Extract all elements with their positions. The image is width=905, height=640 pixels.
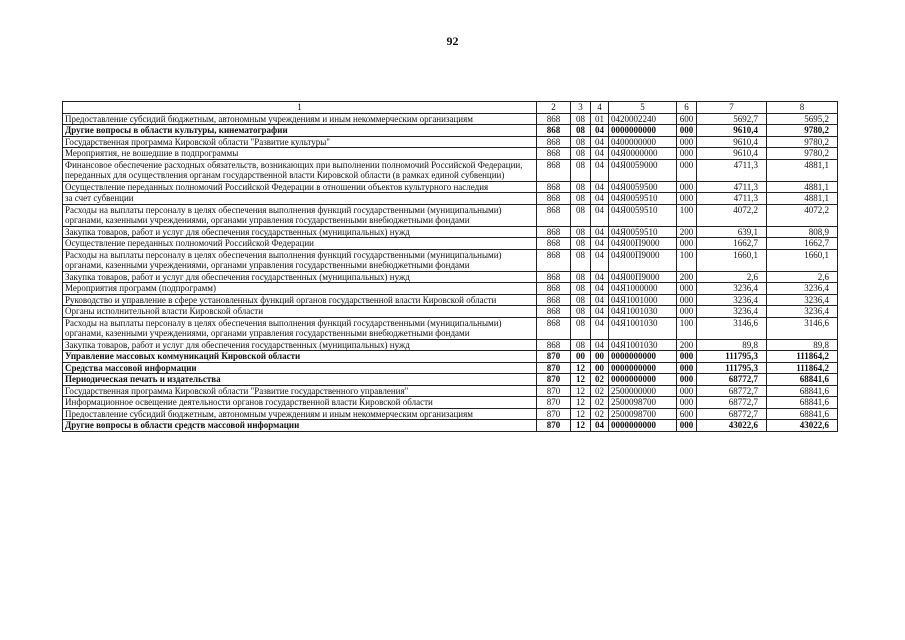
cell-ved: 870 [537,374,571,386]
cell-ved: 868 [537,193,571,205]
cell-sum-2020: 9610,4 [697,125,767,137]
header-cell-sum-2021: 8 [767,102,838,114]
cell-razdel: 08 [571,238,591,250]
header-cell-sum-2020: 7 [697,102,767,114]
cell-ved: 868 [537,283,571,295]
table-row [63,204,838,226]
cell-vr: 000 [677,283,697,295]
cell-podrazdel: 00 [591,362,609,374]
cell-name: Предоставление субсидий бюджетным, автономным учреждениям и иным некоммерческим организациям [63,113,537,125]
cell-razdel: 08 [571,226,591,238]
cell-ved: 870 [537,362,571,374]
cell-sum-2021: 4881,1 [767,159,838,181]
cell-name: Государственная программа Кировской области "Развитие государственного управления" [63,385,537,397]
cell-podrazdel: 04 [591,204,609,226]
cell-vr: 200 [677,226,697,238]
cell-name: за счет субвенции [63,193,537,205]
cell-sum-2021: 4881,1 [767,181,838,193]
cell-sum-2020: 3236,4 [697,306,767,318]
cell-name: Периодическая печать и издательства [63,374,537,386]
cell-podrazdel: 04 [591,317,609,339]
cell-name: Государственная программа Кировской области "Развитие культуры" [63,136,537,148]
cell-razdel: 08 [571,181,591,193]
cell-razdel: 00 [571,351,591,363]
cell-vr: 000 [677,148,697,160]
cell-podrazdel: 04 [591,271,609,283]
cell-sum-2020: 639,1 [697,226,767,238]
cell-csr: 04Я0000000 [609,148,677,160]
cell-sum-2020: 111795,3 [697,351,767,363]
cell-razdel: 08 [571,148,591,160]
cell-razdel: 08 [571,306,591,318]
cell-podrazdel: 04 [591,306,609,318]
cell-csr: 0000000000 [609,362,677,374]
cell-ved: 868 [537,204,571,226]
cell-csr: 04Я00П9000 [609,238,677,250]
cell-name: Мероприятия программ (подпрограмм) [63,283,537,295]
cell-sum-2021: 3236,4 [767,294,838,306]
cell-podrazdel: 04 [591,125,609,137]
cell-razdel: 08 [571,113,591,125]
cell-vr: 000 [677,238,697,250]
cell-ved: 870 [537,408,571,420]
cell-name: Расходы на выплаты персоналу в целях обеспечения выполнения функций государственными (муниципальными) органами, казенными учреждениями, органами управления государственными внебюджетными фондами [63,317,537,339]
cell-sum-2020: 68772,7 [697,408,767,420]
cell-csr: 0400000000 [609,136,677,148]
table-row [63,317,838,339]
cell-podrazdel: 04 [591,283,609,295]
cell-ved: 868 [537,226,571,238]
cell-ved: 870 [537,420,571,432]
cell-sum-2021: 4072,2 [767,204,838,226]
table-row [63,420,838,432]
cell-csr: 0000000000 [609,420,677,432]
cell-csr: 0420002240 [609,113,677,125]
cell-csr: 04Я1000000 [609,283,677,295]
cell-razdel: 08 [571,283,591,295]
cell-sum-2021: 3146,6 [767,317,838,339]
cell-ved: 868 [537,294,571,306]
cell-sum-2021: 5695,2 [767,113,838,125]
cell-sum-2021: 4881,1 [767,193,838,205]
cell-podrazdel: 04 [591,339,609,351]
cell-vr: 000 [677,397,697,409]
cell-csr: 2500098700 [609,408,677,420]
cell-sum-2021: 808,9 [767,226,838,238]
cell-podrazdel: 04 [591,136,609,148]
cell-sum-2020: 68772,7 [697,374,767,386]
cell-sum-2021: 68841,6 [767,408,838,420]
cell-vr: 000 [677,125,697,137]
cell-vr: 000 [677,362,697,374]
cell-name: Финансовое обеспечение расходных обязательств, возникающих при выполнении полномочий Российской Федерации, переданных для осуществления органам государственной власти Кировской области (в рамках единой субвенции) [63,159,537,181]
cell-csr: 04Я1001030 [609,306,677,318]
cell-razdel: 08 [571,125,591,137]
cell-razdel: 12 [571,420,591,432]
cell-name: Информационное освещение деятельности органов государственной власти Кировской области [63,397,537,409]
table-row [63,238,838,250]
cell-csr: 04Я0059510 [609,226,677,238]
cell-csr: 2500098700 [609,397,677,409]
cell-vr: 000 [677,181,697,193]
cell-vr: 000 [677,420,697,432]
table-row [63,249,838,271]
cell-sum-2020: 3236,4 [697,283,767,295]
cell-sum-2021: 1662,7 [767,238,838,250]
cell-vr: 100 [677,204,697,226]
cell-sum-2021: 2,6 [767,271,838,283]
cell-csr: 04Я00П9000 [609,249,677,271]
cell-podrazdel: 04 [591,249,609,271]
cell-sum-2020: 4711,3 [697,181,767,193]
cell-sum-2021: 111864,2 [767,351,838,363]
cell-vr: 000 [677,351,697,363]
cell-sum-2021: 89,8 [767,339,838,351]
table-row [63,339,838,351]
cell-podrazdel: 04 [591,238,609,250]
cell-ved: 868 [537,159,571,181]
cell-razdel: 08 [571,271,591,283]
cell-sum-2020: 68772,7 [697,385,767,397]
table-row [63,294,838,306]
header-cell-razdel: 3 [571,102,591,114]
cell-sum-2020: 4711,3 [697,159,767,181]
cell-razdel: 08 [571,339,591,351]
cell-vr: 000 [677,294,697,306]
cell-podrazdel: 04 [591,294,609,306]
table-row [63,113,838,125]
cell-sum-2020: 3146,6 [697,317,767,339]
cell-razdel: 08 [571,249,591,271]
cell-name: Руководство и управление в сфере установленных функций органов государственной власти Кировской области [63,294,537,306]
cell-razdel: 12 [571,397,591,409]
cell-sum-2021: 3236,4 [767,306,838,318]
table-row [63,374,838,386]
cell-podrazdel: 01 [591,113,609,125]
table-row [63,351,838,363]
cell-sum-2020: 9610,4 [697,136,767,148]
cell-vr: 000 [677,193,697,205]
page-number: 92 [446,34,459,48]
cell-csr: 04Я1001030 [609,317,677,339]
cell-csr: 0000000000 [609,374,677,386]
cell-vr: 100 [677,317,697,339]
cell-name: Закупка товаров, работ и услуг для обеспечения государственных (муниципальных) нужд [63,339,537,351]
cell-razdel: 08 [571,317,591,339]
table-row [63,148,838,160]
cell-csr: 04Я0059000 [609,159,677,181]
cell-podrazdel: 04 [591,226,609,238]
cell-csr: 04Я0059500 [609,181,677,193]
cell-csr: 04Я0059510 [609,193,677,205]
cell-sum-2020: 1660,1 [697,249,767,271]
cell-ved: 868 [537,306,571,318]
cell-ved: 870 [537,385,571,397]
cell-sum-2021: 111864,2 [767,362,838,374]
cell-sum-2021: 68841,6 [767,385,838,397]
cell-name: Расходы на выплаты персоналу в целях обеспечения выполнения функций государственными (муниципальными) органами, казенными учреждениями, органами управления государственными внебюджетными фондами [63,249,537,271]
cell-sum-2021: 9780,2 [767,136,838,148]
cell-name: Другие вопросы в области культуры, кинематографии [63,125,537,137]
cell-podrazdel: 02 [591,408,609,420]
table-row [63,306,838,318]
cell-sum-2020: 4711,3 [697,193,767,205]
cell-podrazdel: 02 [591,397,609,409]
cell-sum-2021: 68841,6 [767,374,838,386]
cell-name: Мероприятия, не вошедшие в подпрограммы [63,148,537,160]
table-body [63,113,838,431]
table-row [63,159,838,181]
cell-name: Другие вопросы в области средств массовой информации [63,420,537,432]
table-row [63,181,838,193]
cell-razdel: 12 [571,408,591,420]
cell-vr: 100 [677,249,697,271]
cell-csr: 04Я1001030 [609,339,677,351]
table-row [63,283,838,295]
cell-sum-2020: 111795,3 [697,362,767,374]
cell-razdel: 08 [571,159,591,181]
cell-ved: 868 [537,136,571,148]
cell-name: Осуществление переданных полномочий Российской Федерации в отношении объектов культурного наследия [63,181,537,193]
cell-vr: 000 [677,136,697,148]
cell-razdel: 08 [571,204,591,226]
cell-sum-2021: 1660,1 [767,249,838,271]
cell-csr: 04Я1001000 [609,294,677,306]
cell-ved: 870 [537,351,571,363]
table-row [63,226,838,238]
cell-name: Предоставление субсидий бюджетным, автономным учреждениям и иным некоммерческим организациям [63,408,537,420]
cell-sum-2020: 4072,2 [697,204,767,226]
table-row [63,408,838,420]
cell-ved: 868 [537,113,571,125]
table-header-row [63,102,838,114]
cell-vr: 200 [677,271,697,283]
table-row [63,136,838,148]
cell-name: Управление массовых коммуникаций Кировской области [63,351,537,363]
cell-vr: 000 [677,306,697,318]
cell-sum-2021: 9780,2 [767,125,838,137]
header-cell-ved: 2 [537,102,571,114]
cell-vr: 000 [677,385,697,397]
header-cell-vr: 6 [677,102,697,114]
cell-razdel: 08 [571,193,591,205]
cell-ved: 868 [537,317,571,339]
cell-podrazdel: 04 [591,420,609,432]
cell-name: Органы исполнительной власти Кировской области [63,306,537,318]
cell-ved: 868 [537,238,571,250]
cell-podrazdel: 04 [591,148,609,160]
cell-sum-2020: 68772,7 [697,397,767,409]
cell-razdel: 08 [571,294,591,306]
cell-podrazdel: 04 [591,181,609,193]
cell-sum-2021: 68841,6 [767,397,838,409]
table-row [63,362,838,374]
cell-sum-2020: 3236,4 [697,294,767,306]
header-cell-name: 1 [63,102,537,114]
cell-ved: 868 [537,125,571,137]
cell-sum-2020: 89,8 [697,339,767,351]
cell-ved: 870 [537,397,571,409]
cell-vr: 000 [677,374,697,386]
cell-sum-2020: 9610,4 [697,148,767,160]
cell-vr: 600 [677,113,697,125]
cell-vr: 200 [677,339,697,351]
cell-csr: 2500000000 [609,385,677,397]
cell-ved: 868 [537,339,571,351]
budget-table [62,101,838,432]
cell-sum-2020: 2,6 [697,271,767,283]
cell-csr: 0000000000 [609,125,677,137]
cell-ved: 868 [537,148,571,160]
cell-sum-2021: 9780,2 [767,148,838,160]
cell-razdel: 12 [571,385,591,397]
header-cell-csr: 5 [609,102,677,114]
cell-name: Средства массовой информации [63,362,537,374]
table-row [63,385,838,397]
cell-csr: 04Я00П9000 [609,271,677,283]
cell-razdel: 12 [571,374,591,386]
table-row [63,397,838,409]
cell-sum-2021: 3236,4 [767,283,838,295]
cell-name: Закупка товаров, работ и услуг для обеспечения государственных (муниципальных) нужд [63,271,537,283]
cell-podrazdel: 02 [591,374,609,386]
cell-csr: 0000000000 [609,351,677,363]
table-row [63,193,838,205]
table-row [63,271,838,283]
cell-csr: 04Я0059510 [609,204,677,226]
cell-podrazdel: 04 [591,193,609,205]
table-row [63,125,838,137]
cell-sum-2021: 43022,6 [767,420,838,432]
cell-ved: 868 [537,271,571,283]
cell-ved: 868 [537,181,571,193]
cell-ved: 868 [537,249,571,271]
cell-sum-2020: 43022,6 [697,420,767,432]
cell-name: Закупка товаров, работ и услуг для обеспечения государственных (муниципальных) нужд [63,226,537,238]
cell-name: Расходы на выплаты персоналу в целях обеспечения выполнения функций государственными (муниципальными) органами, казенными учреждениями, органами управления государственными внебюджетными фондами [63,204,537,226]
cell-razdel: 12 [571,362,591,374]
cell-vr: 600 [677,408,697,420]
cell-name: Осуществление переданных полномочий Российской Федерации [63,238,537,250]
cell-podrazdel: 00 [591,351,609,363]
cell-sum-2020: 5692,7 [697,113,767,125]
cell-podrazdel: 04 [591,159,609,181]
cell-sum-2020: 1662,7 [697,238,767,250]
cell-podrazdel: 02 [591,385,609,397]
cell-vr: 000 [677,159,697,181]
cell-razdel: 08 [571,136,591,148]
header-cell-podrazdel: 4 [591,102,609,114]
